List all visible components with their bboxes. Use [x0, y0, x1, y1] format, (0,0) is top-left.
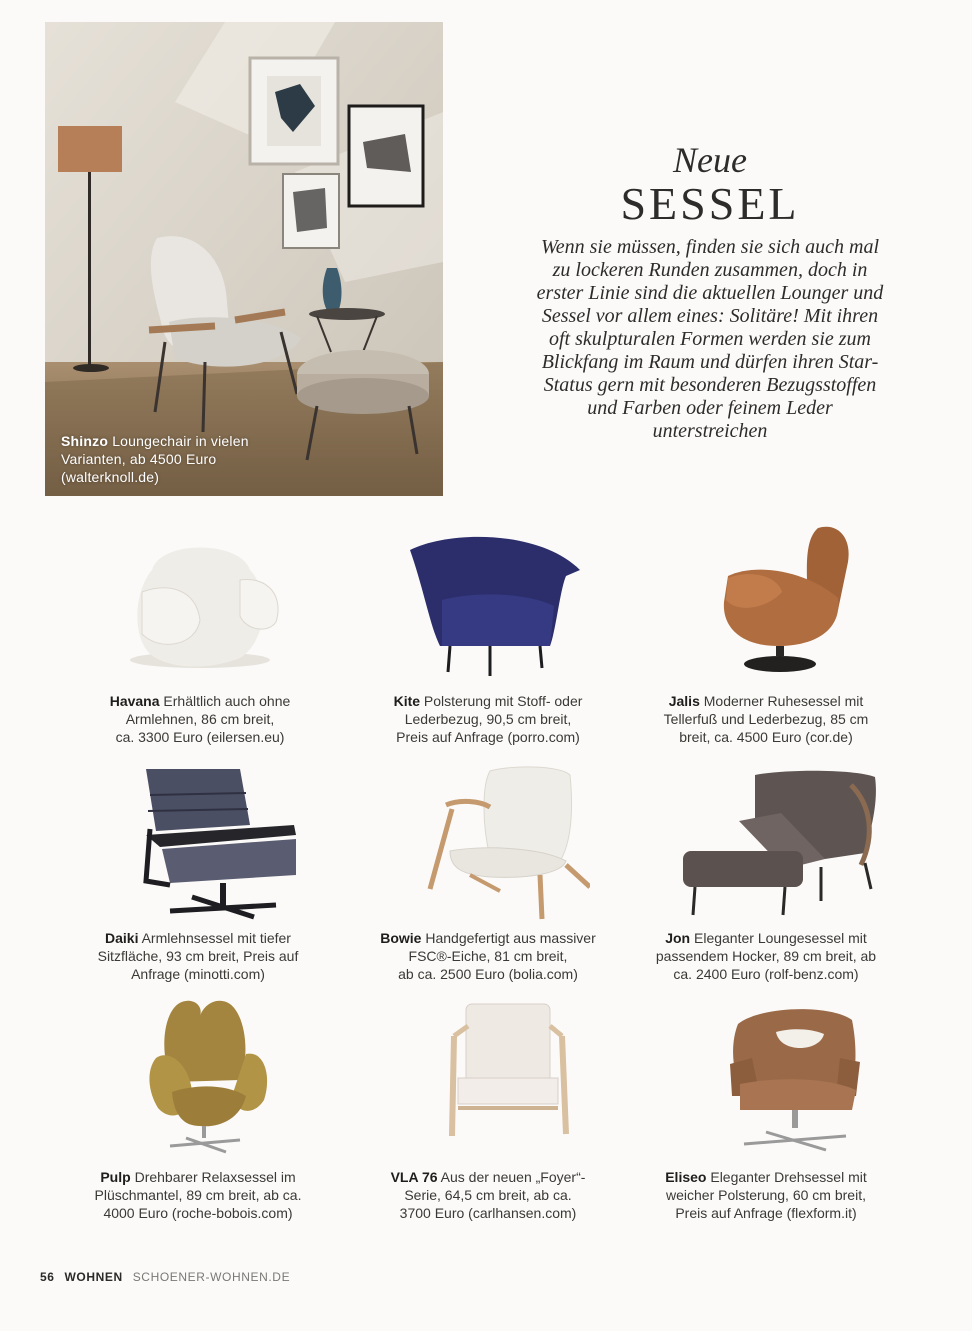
caption-pulp: [78, 1168, 318, 1222]
hero-photo: [45, 22, 443, 496]
caption-line: Plüschmantel, 89 cm breit, ab ca.: [94, 1187, 302, 1203]
headline-title: SESSEL: [620, 178, 800, 229]
caption-line: Preis auf Anfrage (flexform.it): [675, 1205, 857, 1221]
caption-line: Sitzfläche, 93 cm breit, Preis auf: [97, 948, 299, 964]
caption-line: Armlehnen, 86 cm breit,: [125, 711, 275, 727]
product-image-kite: [370, 530, 610, 680]
product-name: Bowie: [380, 930, 422, 946]
caption-line: Preis auf Anfrage (porro.com): [396, 729, 580, 745]
armchair-illustration: [100, 765, 300, 925]
caption-bowie: [368, 929, 608, 983]
caption-line: 3700 Euro (carlhansen.com): [399, 1205, 577, 1221]
product-image-havana: [80, 530, 320, 680]
hero-room-illustration: [45, 22, 443, 496]
armchair-illustration: [680, 1000, 880, 1160]
hero-product-name: Shinzo: [61, 433, 109, 449]
caption-line: breit, ca. 4500 Euro (cor.de): [679, 729, 853, 745]
product-name: Havana: [109, 693, 160, 709]
caption-line: Armlehnsessel mit tiefer: [141, 930, 291, 946]
product-image-eliseo: [660, 1000, 900, 1160]
caption-line: Drehbarer Relaxsessel im: [134, 1169, 296, 1185]
caption-kite: [368, 692, 608, 746]
hero-product-description: Loungechair in vielen Varianten, ab 4500 Euro (walterknoll.de): [61, 433, 249, 485]
product-name: Jalis: [668, 693, 700, 709]
caption-line: Eleganter Loungesessel mit: [694, 930, 867, 946]
caption-eliseo: [646, 1168, 886, 1222]
intro-text: Wenn sie müssen, finden sie sich auch mal zu lockeren Runden zusammen, doch in erster Linie sind die aktuellen Lounger und Sessel vor allem eines: Solitäre! Mit ihren oft skulpturalen Formen werden sie zum Blickfang im Raum und dürfen ihren Star-Status gern mit besonderen Bezugsstoffen und Farben oder feinem Leder unterstreichen: [536, 236, 884, 442]
product-image-pulp: [80, 996, 320, 1156]
product-name: Eliseo: [665, 1169, 707, 1185]
product-name: VLA 76: [390, 1169, 438, 1185]
caption-line: weicher Polsterung, 60 cm breit,: [666, 1187, 866, 1203]
hero-caption: [61, 432, 251, 486]
caption-line: ca. 3300 Euro (eilersen.eu): [115, 729, 285, 745]
product-image-jon: [660, 765, 900, 925]
caption-line: Serie, 64,5 cm breit, ab ca.: [404, 1187, 572, 1203]
caption-havana: [80, 692, 320, 746]
armchair-illustration: [390, 996, 590, 1156]
caption-line: Handgefertigt aus massiver: [425, 930, 596, 946]
caption-line: Erhältlich auch ohne: [163, 693, 291, 709]
product-name: Daiki: [105, 930, 139, 946]
product-name: Pulp: [100, 1169, 131, 1185]
caption-line: Polsterung mit Stoff- oder: [423, 693, 583, 709]
armchair-illustration: [100, 996, 300, 1156]
caption-line: Tellerfuß und Lederbezug, 85 cm: [663, 711, 869, 727]
caption-line: ab ca. 2500 Euro (bolia.com): [398, 966, 578, 982]
caption-line: passendem Hocker, 89 cm breit, ab: [655, 948, 877, 964]
product-name: Kite: [393, 693, 421, 709]
caption-vla76: [368, 1168, 608, 1222]
page-footer: [40, 1270, 290, 1284]
caption-line: ca. 2400 Euro (rolf-benz.com): [673, 966, 859, 982]
product-image-daiki: [80, 765, 320, 925]
armchair-illustration: [668, 518, 868, 678]
caption-jalis: [646, 692, 886, 746]
page-number: 56: [40, 1270, 55, 1284]
magazine-name: WOHNEN: [64, 1270, 123, 1284]
product-image-bowie: [370, 765, 610, 925]
armchair-illustration: [390, 765, 590, 925]
armchair-illustration: [675, 765, 885, 925]
product-image-jalis: [648, 518, 888, 678]
caption-jon: [646, 929, 886, 983]
caption-line: Anfrage (minotti.com): [131, 966, 265, 982]
caption-line: FSC®-Eiche, 81 cm breit,: [408, 948, 568, 964]
caption-line: Aus der neuen „Foyer“-: [440, 1169, 586, 1185]
caption-line: Moderner Ruhesessel mit: [703, 693, 864, 709]
caption-line: Lederbezug, 90,5 cm breit,: [404, 711, 572, 727]
magazine-url[interactable]: SCHOENER-WOHNEN.DE: [132, 1270, 291, 1284]
product-name: Jon: [665, 930, 691, 946]
caption-line: Eleganter Drehsessel mit: [710, 1169, 867, 1185]
headline: [520, 140, 900, 228]
caption-daiki: [78, 929, 318, 983]
headline-kicker: Neue: [673, 140, 747, 180]
armchair-illustration: [390, 530, 590, 680]
product-image-vla76: [370, 996, 610, 1156]
caption-line: 4000 Euro (roche-bobois.com): [103, 1205, 293, 1221]
armchair-illustration: [100, 530, 300, 680]
